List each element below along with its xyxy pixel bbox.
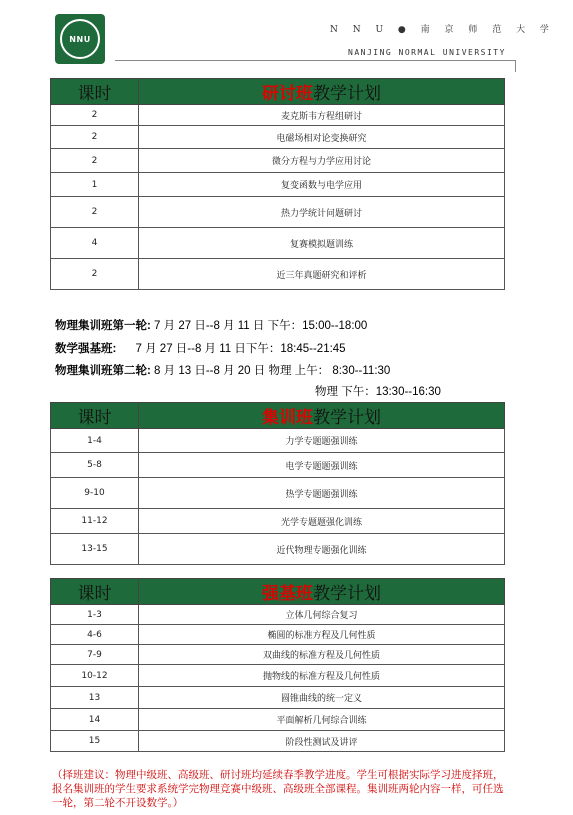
- schedule-text: 8 月 13 日--8 月 20 日 物理 上午： 8:30--11:30: [154, 365, 391, 377]
- table-row: [51, 105, 505, 126]
- seminar-plan-table: [50, 78, 505, 290]
- table-row: [51, 731, 505, 752]
- topic-cell: 热力学统计问题研讨: [139, 197, 505, 228]
- topic-cell: 椭圆的标准方程及几何性质: [139, 625, 505, 645]
- table-row: [51, 228, 505, 259]
- hours-cell: 13: [51, 687, 139, 709]
- hours-column-header: 课时: [51, 579, 139, 605]
- page-header: [0, 0, 573, 70]
- topic-cell: 力学专题题强训练: [139, 429, 505, 453]
- hours-cell: 2: [51, 197, 139, 228]
- hours-cell: 1-3: [51, 605, 139, 625]
- hours-cell: 4-6: [51, 625, 139, 645]
- topic-cell: 抛物线的标准方程及几何性质: [139, 665, 505, 687]
- hours-cell: 2: [51, 149, 139, 173]
- plan-title: [139, 403, 505, 429]
- topic-cell: 热学专题题强训练: [139, 478, 505, 509]
- header-divider-tick: [515, 60, 516, 72]
- topic-cell: 近代物理专题强化训练: [139, 534, 505, 565]
- table-header-row: [51, 79, 505, 105]
- topic-cell: 微分方程与力学应用讨论: [139, 149, 505, 173]
- hours-cell: 10-12: [51, 665, 139, 687]
- schedule-line-math: [55, 340, 346, 356]
- table-row: [51, 173, 505, 197]
- university-logo: [55, 14, 105, 64]
- table-row: [51, 509, 505, 534]
- university-name-en: NANJING NORMAL UNIVERSITY: [348, 48, 506, 57]
- schedule-label: 数学强基班:: [55, 343, 117, 355]
- logo-seal: [60, 19, 100, 59]
- table-header-row: [51, 403, 505, 429]
- hours-cell: 14: [51, 709, 139, 731]
- table-row: [51, 149, 505, 173]
- training-plan-table: [50, 402, 505, 565]
- table-row: [51, 665, 505, 687]
- hours-cell: 15: [51, 731, 139, 752]
- schedule-label: 物理集训班第一轮:: [55, 320, 151, 332]
- header-divider: [115, 60, 515, 61]
- schedule-line-physics-afternoon: [315, 383, 441, 399]
- hours-cell: 4: [51, 228, 139, 259]
- plan-title-rest: 教学计划: [313, 84, 381, 104]
- hours-cell: 7-9: [51, 645, 139, 665]
- schedule-text: 物理 下午：13:30--16:30: [315, 386, 441, 398]
- table-row: [51, 534, 505, 565]
- topic-cell: 立体几何综合复习: [139, 605, 505, 625]
- table-header-row: [51, 579, 505, 605]
- table-row: [51, 126, 505, 149]
- schedule-text: 7 月 27 日--8 月 11 日 下午：15:00--18:00: [154, 320, 368, 332]
- topic-cell: 复变函数与电学应用: [139, 173, 505, 197]
- table-row: [51, 709, 505, 731]
- table-row: [51, 453, 505, 478]
- hours-cell: 13-15: [51, 534, 139, 565]
- table-row: [51, 429, 505, 453]
- table-row: [51, 625, 505, 645]
- schedule-text: 7 月 27 日--8 月 11 日下午：18:45--21:45: [135, 343, 346, 355]
- table-row: [51, 645, 505, 665]
- schedule-line-physics-round2: [55, 362, 390, 378]
- table-row: [51, 478, 505, 509]
- topic-cell: 复赛模拟题训练: [139, 228, 505, 259]
- table-row: [51, 687, 505, 709]
- plan-title-class: 研讨班: [262, 84, 313, 104]
- topic-cell: 电磁场相对论变换研究: [139, 126, 505, 149]
- hours-cell: 2: [51, 259, 139, 290]
- plan-title: [139, 79, 505, 105]
- plan-title-class: 强基班: [262, 584, 313, 604]
- class-selection-note: （择班建议：物理中级班、高级班、研讨班均延续春季教学进度。学生可根据实际学习进度择班，报名集训班的学生要求系统学完物理竞赛中级班、高级班全部课程。集训班两轮内容一样，可任选一轮，第二轮不开设数学。）: [52, 769, 504, 809]
- topic-cell: 阶段性测试及讲评: [139, 731, 505, 752]
- topic-cell: 光学专题题强化训练: [139, 509, 505, 534]
- table-row: [51, 197, 505, 228]
- hours-cell: 5-8: [51, 453, 139, 478]
- schedule-label: 物理集训班第二轮:: [55, 365, 151, 377]
- table-row: [51, 605, 505, 625]
- hours-column-header: 课时: [51, 403, 139, 429]
- schedule-line-physics-round1: [55, 317, 367, 333]
- hours-cell: 2: [51, 126, 139, 149]
- topic-cell: 圆锥曲线的统一定义: [139, 687, 505, 709]
- plan-title-rest: 教学计划: [313, 408, 381, 428]
- table-row: [51, 259, 505, 290]
- plan-title-rest: 教学计划: [313, 584, 381, 604]
- hours-cell: 9-10: [51, 478, 139, 509]
- plan-title-class: 集训班: [262, 408, 313, 428]
- hours-cell: 11-12: [51, 509, 139, 534]
- topic-cell: 麦克斯韦方程组研讨: [139, 105, 505, 126]
- hours-cell: 1: [51, 173, 139, 197]
- topic-cell: 平面解析几何综合训练: [139, 709, 505, 731]
- topic-cell: 电学专题题强训练: [139, 453, 505, 478]
- foundation-plan-table: [50, 578, 505, 752]
- hours-cell: 2: [51, 105, 139, 126]
- topic-cell: 双曲线的标准方程及几何性质: [139, 645, 505, 665]
- hours-column-header: 课时: [51, 79, 139, 105]
- topic-cell: 近三年真题研究和评析: [139, 259, 505, 290]
- plan-title: [139, 579, 505, 605]
- hours-cell: 1-4: [51, 429, 139, 453]
- university-name-cn: N N U ● 南 京 师 范 大 学: [330, 25, 555, 35]
- logo-text: NNU: [69, 34, 91, 44]
